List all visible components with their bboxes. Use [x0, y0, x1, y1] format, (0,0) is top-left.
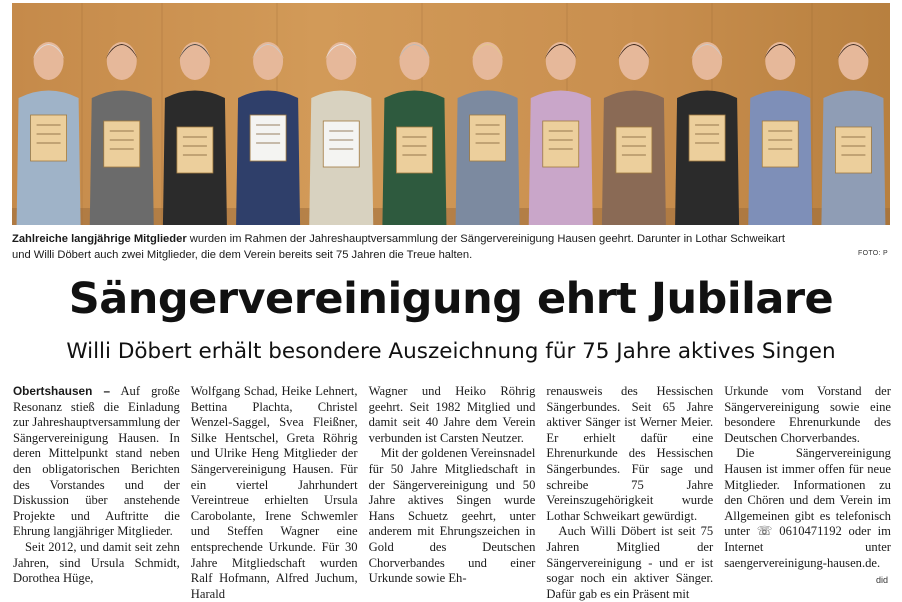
- col1-paragraph-2: Seit 2012, und damit seit zehn Jahren, sind Ursula Schmidt, Dorothea Hüge,: [13, 539, 180, 586]
- article-column-1: [13, 384, 180, 590]
- person-11: [748, 42, 812, 225]
- article-column-4: [546, 384, 714, 601]
- caption-text-1: wurden im Rahmen der Jahreshauptversammlung der Sängervereinigung Hausen geehrt. Darunter in Lothar Schweikart: [186, 233, 785, 245]
- author-tag: did: [875, 575, 888, 585]
- person-5: [309, 42, 373, 225]
- caption-text-2: und Willi Döbert auch zwei Mitglieder, die dem Verein bereits seit 75 Jahren die Treue halten.: [12, 249, 473, 261]
- col4-paragraph-2: Auch Willi Döbert ist seit 75 Jahren Mitglied der Sängervereinigung - und er ist sogar noch ein aktiver Sänger. Dafür gab es ein Präsent mit: [546, 524, 714, 601]
- article-column-2: [190, 384, 358, 601]
- person-4: [236, 42, 300, 225]
- col2-paragraph-1: Wolfgang Schad, Heike Lehnert, Bettina Plachta, Christel Wenzel-Saggel, Svea Fleißner, Silke Hentschel, Greta Röhrig und Ulrike Heng Mitglieder der Sängervereinigung Hausen. Für ein viertel Jahrhundert Vereintreue erhielten Ursula Carobolante, Irene Schwemler und Steffen Wagner eine entsprechende Urkunde. Für 30 Jahre Mitgliedschaft wurden Ralf Hofmann, Alfred Juchum, Harald: [190, 384, 358, 601]
- subheadline: Willi Döbert erhält besondere Auszeichnung für 75 Jahre aktives Singen: [66, 339, 836, 364]
- article-column-3: [369, 384, 536, 590]
- col5-paragraph-2: Die Sängervereinigung Hausen ist immer offen für neue Mitglieder. Informationen zu den Chören und dem Verein im Allgemeinen gibt es telefonisch unter ☏ 0610471192 oder im Internet unter saengervereinigung-hausen.de.: [724, 446, 891, 570]
- person-2: [90, 42, 154, 225]
- person-8: [529, 42, 593, 225]
- group-photo-icon: [12, 3, 890, 225]
- group-photo: [12, 3, 890, 225]
- photo-caption: [12, 231, 890, 263]
- person-1: [17, 42, 81, 225]
- col3-paragraph-2: Mit der goldenen Vereinsnadel für 50 Jahre Mitgliedschaft in der Sängervereinigung und 50 Jahre aktives Singen wurde Hans Schuetz geehrt, unter anderem mit Ehrungszeichen in Gold des Deutschen Chorverbandes und einer Urkunde sowie Eh-: [368, 446, 536, 586]
- col1-paragraph-1: Auf große Resonanz stieß die Einladung zur Jahreshauptversammlung der Sängervereinigung Hausen. In deren Mittelpunkt stand neben den obligatorischen Berichten des Vorstandes und der Diskussion über anstehende Projekte und Auftritte die Ehrung langjähriger Mitglieder.: [13, 384, 180, 539]
- col4-paragraph-1: renausweis des Hessischen Sängerbundes. Seit 65 Jahre aktiver Sänger ist Werner Meier. Er erhielt dafür eine Ehrenurkunde des Hessischen Sängerbundes. Für sage und schreibe 75 Jahre Vereinszugehörigkeit wurde Lothar Schweikart gewürdigt.: [546, 384, 714, 523]
- article-body: [13, 384, 891, 601]
- col3-paragraph-1: Wagner und Heiko Röhrig geehrt. Seit 1982 Mitglied und damit seit 40 Jahre dem Verein verbunden ist Carsten Neutzer.: [368, 384, 536, 445]
- photo-credit: FOTO: P: [858, 250, 888, 257]
- person-3: [163, 42, 227, 225]
- caption-lead: Zahlreiche langjährige Mitglieder: [12, 233, 187, 245]
- headline: Sängervereinigung ehrt Jubilare: [68, 274, 834, 324]
- article-column-5: [724, 384, 891, 590]
- person-7: [456, 42, 520, 225]
- person-10: [675, 42, 739, 225]
- col5-paragraph-1: Urkunde vom Vorstand der Sängervereinigung sowie eine besondere Ehrenurkunde des Deutschen Chorverbandes.: [724, 384, 891, 445]
- person-12: [821, 42, 885, 225]
- dateline: Obertshausen –: [13, 384, 111, 398]
- person-6: [382, 42, 446, 225]
- person-9: [602, 42, 666, 225]
